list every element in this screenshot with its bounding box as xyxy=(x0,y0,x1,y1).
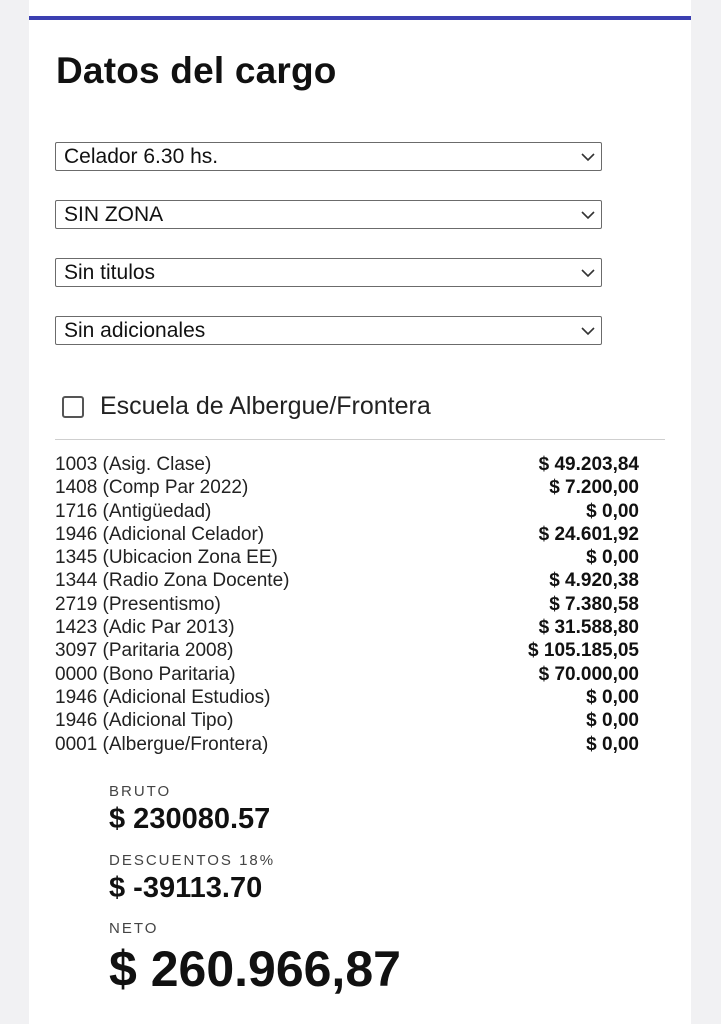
salary-item-row xyxy=(55,476,639,499)
page-title: Datos del cargo xyxy=(56,50,337,91)
chevron-down-icon xyxy=(580,149,596,165)
salary-item-row xyxy=(55,733,639,756)
salary-item-label: 1423 (Adic Par 2013) xyxy=(55,617,235,639)
chevron-down-icon xyxy=(580,265,596,281)
neto-value: $ 260.966,87 xyxy=(109,941,401,997)
chevron-down-icon xyxy=(580,207,596,223)
salary-item-label: 2719 (Presentismo) xyxy=(55,593,221,615)
salary-item-value: $ 7.200,00 xyxy=(549,477,639,499)
salary-item-row xyxy=(55,500,639,523)
salary-item-label: 0001 (Albergue/Frontera) xyxy=(55,733,269,755)
albergue-frontera-checkbox[interactable] xyxy=(62,396,84,418)
salary-item-value: $ 0,00 xyxy=(586,710,639,732)
bruto-amount-block xyxy=(109,803,270,836)
salary-item-row xyxy=(55,546,639,569)
neto-label: NETO xyxy=(109,920,159,937)
cargo-select-value: Celador 6.30 hs. xyxy=(64,144,219,168)
descuentos-value: $ -39113.70 xyxy=(109,872,263,904)
bruto-label: BRUTO xyxy=(109,783,172,800)
salary-item-label: 1716 (Antigüedad) xyxy=(55,500,212,522)
salary-item-row xyxy=(55,616,639,639)
neto-block xyxy=(109,920,158,937)
albergue-frontera-option[interactable] xyxy=(62,392,431,421)
salary-item-label: 1345 (Ubicacion Zona EE) xyxy=(55,547,278,569)
salary-item-row xyxy=(55,639,639,662)
salary-item-label: 1946 (Adicional Celador) xyxy=(55,523,265,545)
salary-item-value: $ 0,00 xyxy=(586,547,639,569)
adicionales-select[interactable] xyxy=(55,316,602,345)
salary-item-value: $ 31.588,80 xyxy=(538,617,639,639)
neto-amount-block xyxy=(109,940,401,998)
chevron-down-icon xyxy=(580,323,596,339)
salary-item-value: $ 24.601,92 xyxy=(538,523,639,545)
salary-item-label: 1946 (Adicional Tipo) xyxy=(55,710,234,732)
bruto-block xyxy=(109,783,171,800)
accent-top-bar xyxy=(29,16,691,20)
salary-item-label: 1946 (Adicional Estudios) xyxy=(55,686,271,708)
titulos-select-value: Sin titulos xyxy=(64,260,156,284)
zona-select-value: SIN ZONA xyxy=(64,202,164,226)
titulos-select[interactable] xyxy=(55,258,602,287)
salary-item-row xyxy=(55,453,639,476)
salary-item-value: $ 7.380,58 xyxy=(549,593,639,615)
salary-item-row xyxy=(55,709,639,732)
salary-item-value: $ 70.000,00 xyxy=(538,663,639,685)
salary-item-label: 3097 (Paritaria 2008) xyxy=(55,640,234,662)
salary-item-row xyxy=(55,686,639,709)
salary-items-list xyxy=(55,453,639,756)
salary-item-value: $ 0,00 xyxy=(586,500,639,522)
salary-item-label: 1344 (Radio Zona Docente) xyxy=(55,570,290,592)
descuentos-block xyxy=(109,852,275,869)
adicionales-select-value: Sin adicionales xyxy=(64,318,206,342)
salary-item-label: 1408 (Comp Par 2022) xyxy=(55,477,249,499)
zona-select[interactable] xyxy=(55,200,602,229)
salary-item-value: $ 0,00 xyxy=(586,733,639,755)
salary-item-row xyxy=(55,663,639,686)
salary-item-row xyxy=(55,523,639,546)
section-divider xyxy=(55,439,665,440)
salary-item-label: 1003 (Asig. Clase) xyxy=(55,454,212,475)
cargo-select[interactable] xyxy=(55,142,602,171)
descuentos-amount-block xyxy=(109,872,262,905)
salary-item-value: $ 49.203,84 xyxy=(538,454,639,475)
salary-item-label: 0000 (Bono Paritaria) xyxy=(55,663,236,685)
salary-item-row xyxy=(55,593,639,616)
salary-item-value: $ 0,00 xyxy=(586,686,639,708)
descuentos-label: DESCUENTOS 18% xyxy=(109,852,276,869)
cargo-card xyxy=(29,0,691,1024)
bruto-value: $ 230080.57 xyxy=(109,803,271,835)
salary-item-row xyxy=(55,569,639,592)
salary-item-value: $ 105.185,05 xyxy=(528,640,639,662)
albergue-frontera-label[interactable]: Escuela de Albergue/Frontera xyxy=(100,392,431,420)
salary-item-value: $ 4.920,38 xyxy=(549,570,639,592)
